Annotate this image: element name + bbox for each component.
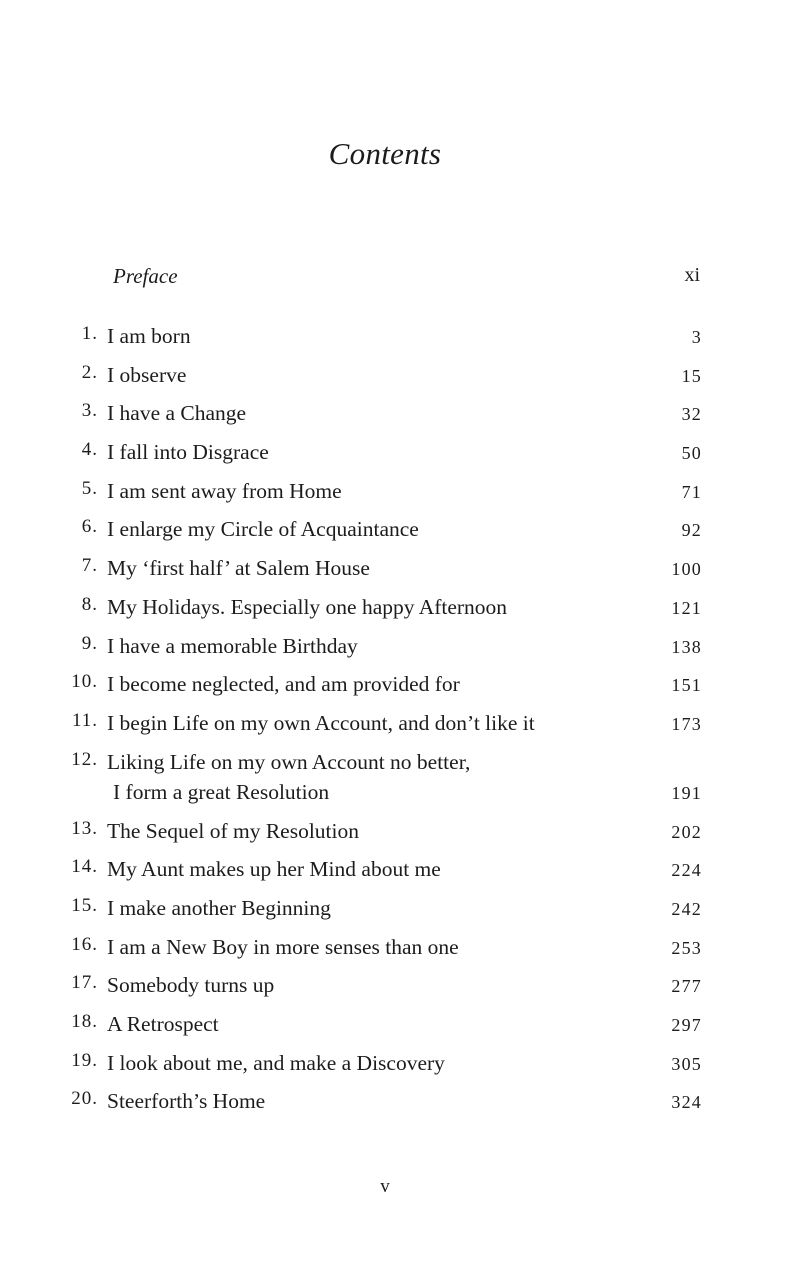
chapter-page: 100: [671, 559, 702, 580]
toc-entry: [0, 476, 802, 515]
chapter-page: 277: [671, 976, 702, 997]
chapter-title: I fall into Disgrace: [107, 440, 269, 465]
chapter-title: The Sequel of my Resolution: [107, 818, 359, 843]
chapter-title: I am born: [107, 324, 191, 348]
chapter-number: 5.: [81, 477, 98, 499]
chapter-title: I have a Change: [107, 401, 247, 426]
chapter-title: Steerforth’s Home: [107, 1089, 266, 1114]
chapter-number: 20.: [71, 1088, 98, 1110]
chapter-number: 15.: [71, 894, 98, 916]
chapter-title: A Retrospect: [107, 1012, 219, 1036]
toc-entry: [0, 893, 802, 932]
chapter-page: 71: [681, 481, 702, 502]
chapter-number: 11.: [71, 709, 98, 731]
toc-entry: [0, 854, 802, 893]
chapter-page: 253: [671, 937, 702, 958]
chapter-number: 4.: [81, 439, 98, 461]
toc-entry: [0, 360, 802, 399]
toc-entry: [0, 553, 802, 592]
toc-entry: [0, 816, 802, 855]
chapter-number: 3.: [81, 400, 98, 422]
chapter-title-line-2: I form a great Resolution: [113, 779, 330, 804]
chapter-number: 16.: [71, 933, 98, 955]
chapter-title: My Aunt makes up her Mind about me: [107, 857, 441, 882]
toc-entry: [0, 932, 802, 971]
chapter-number: 12.: [71, 748, 98, 770]
chapter-title-line-1: Liking Life on my own Account no better,: [107, 749, 471, 774]
chapter-number: 13.: [71, 817, 98, 839]
toc-entry: [0, 747, 802, 816]
chapter-number: 7.: [81, 555, 98, 577]
chapter-title: [107, 747, 647, 807]
chapter-title: Somebody turns up: [107, 973, 275, 998]
chapter-title: I am a New Boy in more senses than one: [107, 934, 459, 959]
toc-entry: [0, 1009, 802, 1048]
chapter-page: 324: [671, 1092, 702, 1113]
chapter-page: 138: [671, 636, 702, 657]
toc-entry: [0, 669, 802, 708]
chapter-page: 151: [671, 675, 702, 696]
preface-label: Preface: [113, 264, 178, 288]
chapter-number: 6.: [81, 516, 98, 538]
chapter-number: 2.: [81, 361, 98, 383]
chapter-number: 19.: [71, 1049, 98, 1071]
table-of-contents: [0, 321, 802, 1125]
toc-entry: [0, 398, 802, 437]
chapter-page: 305: [671, 1053, 702, 1074]
chapter-title: I am sent away from Home: [107, 478, 342, 503]
chapter-number: 1.: [81, 323, 98, 344]
chapter-number: 17.: [71, 972, 98, 994]
page-folio: v: [380, 1176, 390, 1197]
chapter-page: 173: [671, 713, 702, 734]
chapter-page: 92: [681, 520, 702, 541]
chapter-page: 191: [671, 782, 702, 803]
chapter-page: 50: [681, 443, 702, 464]
chapter-title: I make another Beginning: [107, 895, 331, 920]
chapter-number: 14.: [71, 856, 98, 878]
toc-entry: [0, 970, 802, 1009]
chapter-title: I become neglected, and am provided for: [107, 672, 460, 697]
chapter-number: 8.: [81, 593, 98, 615]
toc-entry: [0, 437, 802, 476]
chapter-page: 224: [671, 860, 702, 881]
toc-entry: [0, 1086, 802, 1125]
chapter-number: 10.: [71, 671, 98, 693]
chapter-page: 3: [691, 327, 702, 347]
chapter-page: 121: [671, 597, 702, 618]
chapter-title: My Holidays. Especially one happy Afternoon: [107, 594, 508, 619]
chapter-title: I have a memorable Birthday: [107, 633, 358, 658]
chapter-page: 297: [671, 1015, 702, 1035]
toc-entry: [0, 631, 802, 670]
chapter-number: 9.: [81, 632, 98, 654]
preface-page-number: xi: [684, 264, 700, 286]
chapter-page: 32: [681, 404, 702, 425]
chapter-page: 15: [681, 365, 702, 386]
toc-entry: [0, 321, 802, 360]
chapter-title: I enlarge my Circle of Acquaintance: [107, 517, 419, 542]
page-title: Contents: [328, 136, 442, 171]
toc-entry: [0, 592, 802, 631]
chapter-title: I look about me, and make a Discovery: [107, 1050, 445, 1075]
toc-entry: [0, 708, 802, 747]
chapter-number: 18.: [71, 1011, 98, 1032]
chapter-title: My ‘first half’ at Salem House: [107, 556, 370, 581]
chapter-title: I observe: [107, 362, 187, 387]
toc-entry: [0, 1048, 802, 1087]
toc-entry: [0, 514, 802, 553]
chapter-page: 242: [671, 898, 702, 919]
chapter-page: 202: [671, 821, 702, 842]
chapter-title: I begin Life on my own Account, and don’t like it: [107, 710, 535, 735]
